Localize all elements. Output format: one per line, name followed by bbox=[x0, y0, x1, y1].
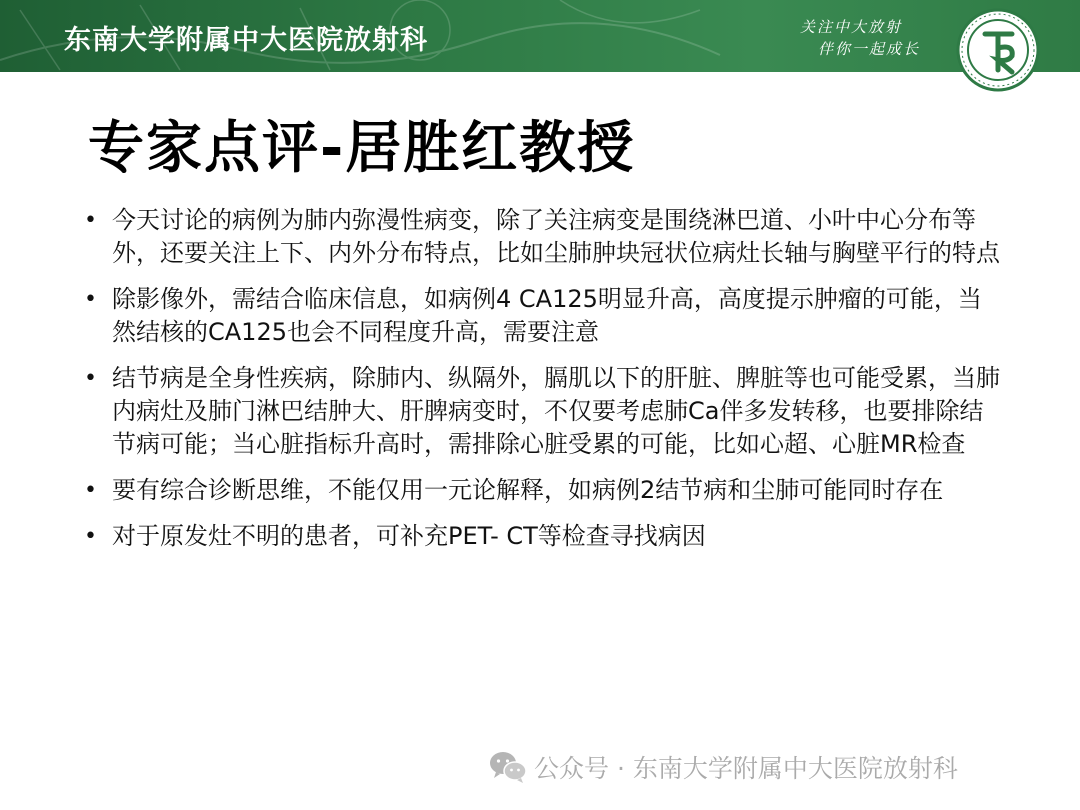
wechat-watermark bbox=[488, 747, 958, 787]
bullet-text: 要有综合诊断思维，不能仅用一元论解释，如病例2结节病和尘肺可能同时存在 bbox=[112, 476, 944, 504]
bullet-item bbox=[84, 474, 1004, 507]
bullet-text: 今天讨论的病例为肺内弥漫性病变，除了关注病变是围绕淋巴道、小叶中心分布等外，还要关注上下、内外分布特点，比如尘肺肿块冠状位病灶长轴与胸壁平行的特点 bbox=[112, 206, 1000, 267]
slide-title: 专家点评-居胜红教授 bbox=[88, 116, 636, 181]
hospital-radiology-logo-icon bbox=[952, 8, 1044, 100]
bullet-item bbox=[84, 283, 1004, 349]
watermark-text: 公众号 · 东南大学附属中大医院放射科 bbox=[534, 754, 958, 783]
bullet-text: 结节病是全身性疾病，除肺内、纵隔外，膈肌以下的肝脏、脾脏等也可能受累，当肺内病灶及肺门淋巴结肿大、肝脾病变时，不仅要考虑肺Ca伴多发转移，也要排除结节病可能；当心脏指标升高时，需排除心脏受累的可能，比如心超、心脏MR检查 bbox=[112, 364, 1000, 458]
bullet-text: 除影像外，需结合临床信息，如病例4 CA125明显升高，高度提示肿瘤的可能，当然结核的CA125也会不同程度升高，需要注意 bbox=[112, 285, 982, 346]
bullet-item bbox=[84, 204, 1004, 270]
slogan-line-2: 伴你一起成长 bbox=[818, 40, 921, 58]
bullet-marker: • bbox=[84, 478, 97, 503]
header-banner bbox=[0, 0, 1080, 72]
bullet-marker: • bbox=[84, 366, 97, 391]
header-slogan bbox=[800, 16, 930, 60]
bullet-text: 对于原发灶不明的患者，可补充PET- CT等检查寻找病因 bbox=[112, 522, 706, 550]
bullet-item bbox=[84, 362, 1004, 461]
bullet-list bbox=[84, 204, 1004, 566]
bullet-marker: • bbox=[84, 524, 97, 549]
slogan-line-1: 关注中大放射 bbox=[800, 18, 903, 36]
wechat-icon bbox=[488, 749, 528, 785]
header-title: 东南大学附属中大医院放射科 bbox=[64, 25, 428, 56]
bullet-marker: • bbox=[84, 287, 97, 312]
bullet-marker: • bbox=[84, 208, 97, 233]
bullet-item bbox=[84, 520, 1004, 553]
